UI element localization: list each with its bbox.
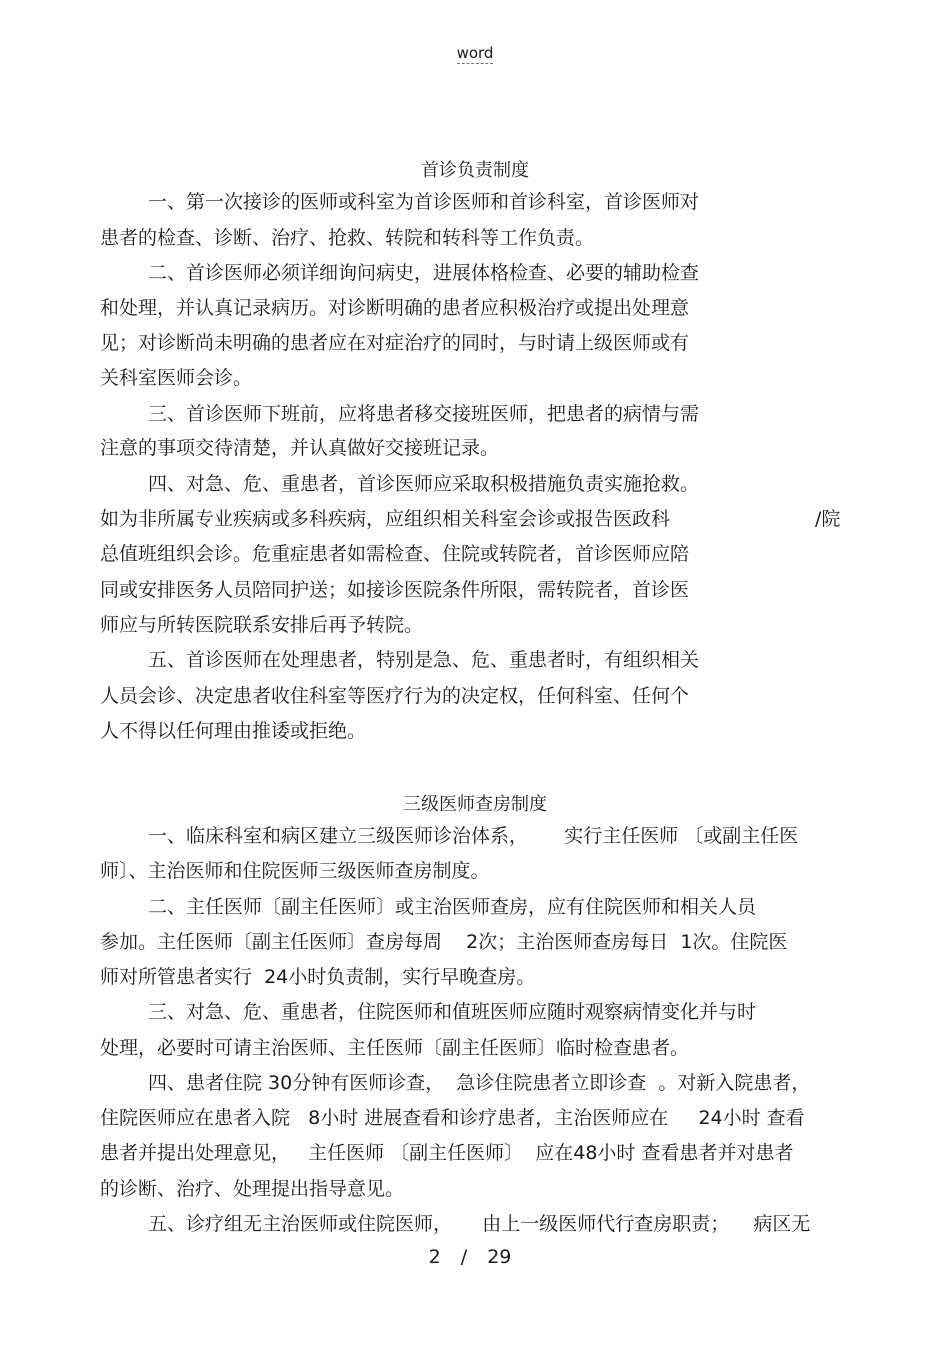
page-separator: / [460,1246,468,1268]
paragraph-line: 二、主任医师〔副主任医师〕或主治医师查房，应有住院医师和相关人员 [148,896,757,918]
paragraph-line: 一、第一次接诊的医师或科室为首诊医师和首诊科室，首诊医师对 [148,191,700,213]
paragraph-line: 见；对诊断尚未明确的患者应在对症治疗的同时，与时请上级医师或有 [100,332,690,354]
paragraph-line: 总值班组织会诊。危重症患者如需检查、住院或转院者，首诊医师应陪 [100,543,690,565]
paragraph-line: 一、临床科室和病区建立三级医师诊治体系， 实行主任医师 〔或副主任医 [148,825,799,847]
paragraph-line: 患者的检查、诊断、治疗、抢救、转院和转科等工作负责。 [100,227,595,249]
paragraph-line: 注意的事项交待清楚，并认真做好交接班记录。 [100,437,500,459]
paragraph-line: 住院医师应在患者入院 8小时 进展查看和诊疗患者，主治医师应在 24小时 查看 [100,1107,805,1129]
paragraph-line: 五、诊疗组无主治医师或住院医师， 由上一级医师代行查房职责； 病区无 [148,1213,811,1235]
paragraph-line: 关科室医师会诊。 [100,367,253,389]
paragraph-line-fragment: /院 [815,508,841,530]
paragraph-line: 参加。主任医师〔副主任医师〕查房每周 2次；主治医师查房每日 1次。住院医 [100,931,788,953]
paragraph-line: 师〕、主治医师和住院医师三级医师查房制度。 [100,860,490,882]
paragraph-line: 三、对急、危、重患者，住院医师和值班医师应随时观察病情变化并与时 [148,1001,757,1023]
paragraph-line: 二、首诊医师必须详细询问病史，进展体格检查、必要的辅助检查 [148,262,700,284]
paragraph-line: 同或安排医务人员陪同护送；如接诊医院条件所限，需转院者，首诊医 [100,579,690,601]
page-header [0,44,950,62]
paragraph-line: 如为非所属专业疾病或多科疾病，应组织相关科室会诊或报告医政科 [100,508,671,530]
paragraph-line: 患者并提出处理意见， 主任医师 〔副主任医师〕 应在48小时 查看患者并对患者 [100,1142,794,1164]
page-number [0,1246,940,1268]
paragraph-line: 人不得以任何理由推诿或拒绝。 [100,720,367,742]
paragraph-line: 四、患者住院 30分钟有医师诊查， 急诊住院患者立即诊查 。对新入院患者， [148,1072,811,1094]
paragraph-line: 人员会诊、决定患者收住科室等医疗行为的决定权，任何科室、任何个 [100,685,690,707]
paragraph-line: 三、首诊医师下班前，应将患者移交接班医师，把患者的病情与需 [148,403,700,425]
header-text: word [456,44,494,62]
current-page: 2 [428,1246,441,1268]
paragraph-line: 四、对急、危、重患者，首诊医师应采取积极措施负责实施抢救。 [148,473,700,495]
paragraph-line: 师应与所转医院联系安排后再予转院。 [100,614,424,636]
paragraph-line: 师对所管患者实行 24小时负责制，实行早晚查房。 [100,966,536,988]
paragraph-line: 处理，必要时可请主治医师、主任医师〔副主任医师〕临时检查患者。 [100,1037,690,1059]
paragraph-line: 和处理，并认真记录病历。对诊断明确的患者应积极治疗或提出处理意 [100,297,690,319]
section-title-first-visit: 首诊负责制度 [421,160,529,181]
total-pages: 29 [487,1246,512,1268]
paragraph-line: 的诊断、治疗、处理提出指导意见。 [100,1178,405,1200]
paragraph-line: 五、首诊医师在处理患者，特别是急、危、重患者时，有组织相关 [148,649,700,671]
section-title-ward-rounds: 三级医师查房制度 [403,794,547,815]
